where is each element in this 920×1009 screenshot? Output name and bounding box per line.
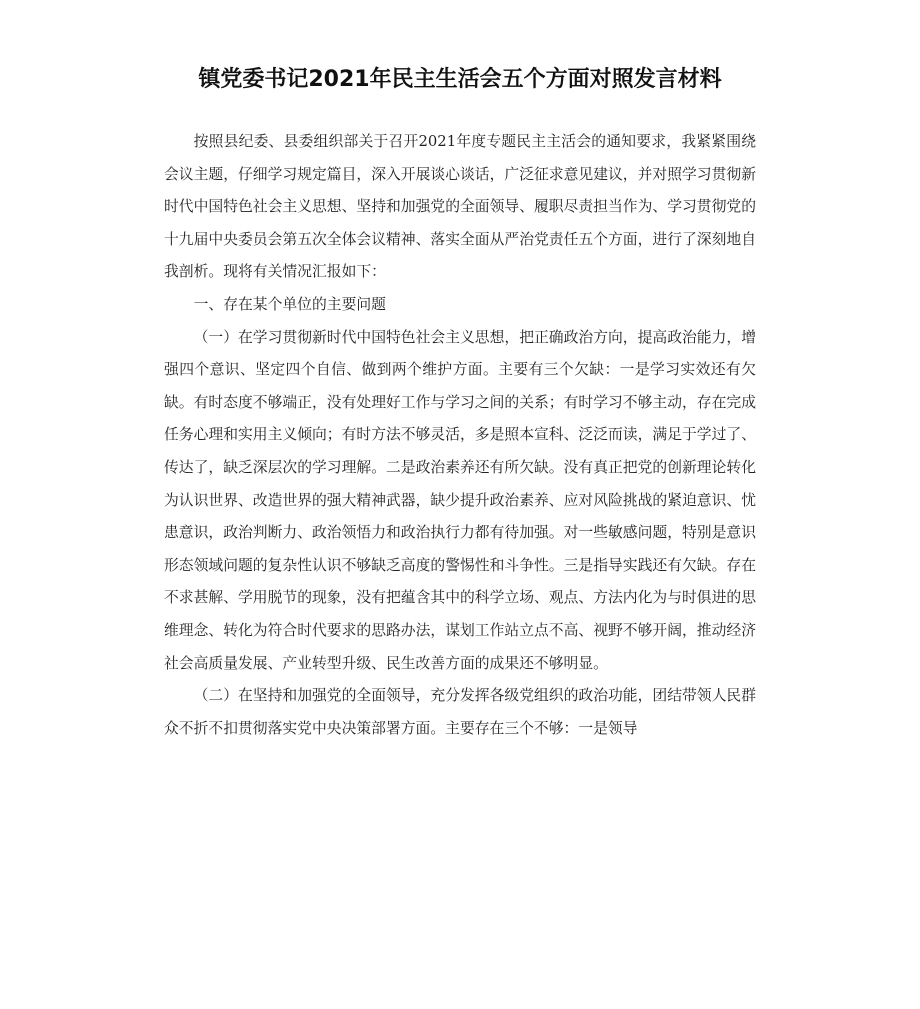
subsection-paragraph-1: （一）在学习贯彻新时代中国特色社会主义思想，把正确政治方向，提高政治能力，增强四个意识、坚定四个自信、做到两个维护方面。主要有三个欠缺：一是学习实效还有欠缺。有时态度不够端正，没有处理好工作与学习之间的关系；有时学习不够主动，存在完成任务心理和实用主义倾向；有时方法不够灵活，多是照本宣科、泛泛而读，满足于学过了、传达了，缺乏深层次的学习理解。二是政治素养还有所欠缺。没有真正把党的创新理论转化为认识世界、改造世界的强大精神武器，缺少提升政治素养、应对风险挑战的紧迫意识、忧患意识，政治判断力、政治领悟力和政治执行力都有待加强。对一些敏感问题，特别是意识形态领域问题的复杂性认识不够缺乏高度的警惕性和斗争性。三是指导实践还有欠缺。存在不求甚解、学用脱节的现象，没有把蕴含其中的科学立场、观点、方法内化为与时俱进的思维理念、转化为符合时代要求的思路办法，谋划工作站立点不高、视野不够开阔，推动经济社会高质量发展、产业转型升级、民生改善方面的成果还不够明显。: [164, 328, 756, 672]
document-title: 镇党委书记2021年民主生活会五个方面对照发言材料: [198, 67, 722, 92]
subsection-paragraph-2: （二）在坚持和加强党的全面领导，充分发挥各级党组织的政治功能，团结带领人民群众不折不扣贯彻落实党中央决策部署方面。主要存在三个不够：一是领导: [164, 687, 756, 737]
section-heading: 一、存在某个单位的主要问题: [193, 295, 386, 313]
intro-paragraph: 按照县纪委、县委组织部关于召开2021年度专题民主主活会的通知要求，我紧紧围绕会议主题，仔细学习规定篇目，深入开展谈心谈话，广泛征求意见建议，并对照学习贯彻新时代中国特色社会主义思想、坚持和加强党的全面领导、履职尽责担当作为、学习贯彻党的十九届中央委员会第五次全体会议精神、落实全面从严治党责任五个方面，进行了深刻地自我剖析。现将有关情况汇报如下：: [164, 133, 756, 281]
document-body: [164, 126, 756, 745]
